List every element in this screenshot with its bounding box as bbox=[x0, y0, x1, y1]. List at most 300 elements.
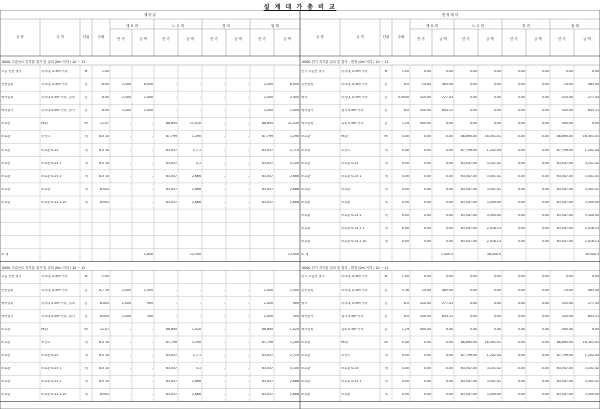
table-cell: 400.00 bbox=[419, 327, 431, 331]
table-cell: 0.00 bbox=[541, 288, 549, 292]
table-cell: 보호관 bbox=[1, 122, 11, 126]
table-cell: 고압 전선 철거 bbox=[1, 69, 22, 73]
table-cell: 1.00 bbox=[401, 69, 409, 73]
table-cell: - bbox=[247, 122, 249, 126]
table-cell: 개 bbox=[384, 148, 388, 152]
table-cell: 483.00 bbox=[587, 288, 599, 292]
table-cell: 보호관 bbox=[301, 135, 311, 139]
table-cell: 643.11 bbox=[441, 314, 453, 318]
table-cell: M bbox=[384, 275, 388, 279]
table-cell: 보호관 bbox=[1, 367, 11, 371]
table-cell: 개 bbox=[384, 240, 388, 244]
table-cell: - bbox=[151, 174, 153, 178]
table-cell: 88,895 bbox=[261, 327, 273, 331]
table-cell: - bbox=[223, 122, 225, 126]
table-cell: - bbox=[151, 393, 153, 397]
table-cell: 0.00 bbox=[445, 354, 453, 358]
table-cell: 88,895.00 bbox=[556, 340, 573, 344]
table-cell: 63,047 bbox=[165, 148, 177, 152]
table-cell: 본 bbox=[384, 288, 388, 292]
table-cell: 0.00 bbox=[591, 275, 599, 279]
table-cell: 0.00 bbox=[469, 83, 477, 87]
table-cell: 520.00 bbox=[419, 109, 431, 113]
table-cell: 0.00 bbox=[493, 301, 501, 305]
table-cell: 63,047.00 bbox=[460, 240, 477, 244]
table-cell: 3,500.00 bbox=[584, 200, 599, 204]
table-cell: 본 bbox=[84, 109, 88, 113]
table-cell: 0.00 bbox=[469, 122, 477, 126]
section-band-label: 0000 전기 지지물 설치 및 철거 - 변경 (0m 이하 / 10 ~ 12 bbox=[302, 60, 389, 64]
table-cell: 0.00 bbox=[493, 96, 501, 100]
table-cell: - bbox=[129, 354, 131, 358]
table-cell: 63,047 bbox=[165, 161, 177, 165]
table-cell: 보호관 bbox=[301, 174, 311, 178]
table-cell: 보호관 bbox=[301, 367, 311, 371]
table-cell: 16,301.01 bbox=[582, 135, 599, 139]
table-cell: 0.0050 bbox=[397, 96, 409, 100]
table-cell: - bbox=[223, 288, 225, 292]
table-cell: - bbox=[247, 200, 249, 204]
table-cell: - bbox=[129, 393, 131, 397]
table-cell: 88,895 bbox=[165, 327, 177, 331]
table-cell: 보호관 bbox=[301, 148, 311, 152]
table-cell: 전기 고압선 철거 bbox=[301, 69, 325, 73]
table-cell: 0.00 bbox=[401, 187, 409, 191]
table-cell: 12.07 bbox=[99, 327, 109, 331]
table-cell: 2,000 bbox=[263, 314, 273, 318]
table-cell: PE관 bbox=[41, 327, 49, 331]
table-cell: 보호관 bbox=[301, 393, 311, 397]
table-cell: 0.00 bbox=[541, 214, 549, 218]
table-cell: 보호관 bbox=[301, 227, 311, 231]
table-cell: 3,500.00 bbox=[584, 393, 599, 397]
table-cell: 0.00 bbox=[541, 301, 549, 305]
column-subheader: 단 가 bbox=[258, 37, 266, 41]
table-cell: 지지대, 0.5m 이하 bbox=[341, 69, 368, 73]
table-cell: 63,047.00 bbox=[460, 187, 477, 191]
table-cell: 조인트 bbox=[41, 135, 51, 139]
table-cell: 1.29 bbox=[401, 327, 409, 331]
table-cell: 보호관 bbox=[301, 354, 311, 358]
table-cell: 2,666 bbox=[191, 174, 201, 178]
table-cell: 0.00 bbox=[423, 148, 431, 152]
table-cell: 8.002 bbox=[99, 187, 109, 191]
table-cell: 2,000 bbox=[121, 288, 131, 292]
table-cell: 483.00 bbox=[441, 83, 453, 87]
table-cell: 0.00 bbox=[423, 69, 431, 73]
table-cell: 0.00 bbox=[517, 174, 525, 178]
table-cell: 본 bbox=[84, 314, 88, 318]
table-cell: 2,400 bbox=[143, 96, 153, 100]
table-cell: 본 bbox=[84, 288, 88, 292]
table-cell: - bbox=[247, 354, 249, 358]
table-cell: 애자 bbox=[301, 96, 308, 100]
table-cell: 0.00 bbox=[541, 122, 549, 126]
table-cell: 0.00 bbox=[517, 69, 525, 73]
table-cell: 0.00 bbox=[445, 200, 453, 204]
table-cell: 보호관 bbox=[1, 393, 11, 397]
table-cell: 개 bbox=[84, 174, 88, 178]
table-cell: 520.00 bbox=[561, 109, 573, 113]
table-cell: 2,000 bbox=[121, 314, 131, 318]
table-cell: 애자설치 bbox=[301, 327, 314, 331]
table-cell: 지지대 0.5m 이하, 철거 bbox=[41, 314, 75, 318]
table-cell: - bbox=[199, 301, 201, 305]
column-header: 경 비 bbox=[522, 24, 530, 28]
table-cell: - bbox=[151, 187, 153, 191]
table-cell: 0.00 bbox=[517, 227, 525, 231]
table-cell: 0.00 bbox=[401, 161, 409, 165]
table-cell: 63,047.00 bbox=[460, 227, 477, 231]
table-cell: 2,000 bbox=[263, 288, 273, 292]
table-cell: 0.00 bbox=[423, 227, 431, 231]
table-cell: 보호관 bbox=[301, 161, 311, 165]
table-cell: 애자설치 bbox=[1, 96, 14, 100]
table-cell: 0.00 bbox=[541, 69, 549, 73]
table-cell: 643.11 bbox=[587, 314, 599, 318]
table-cell: 보호관 bbox=[301, 380, 311, 384]
table-cell: - bbox=[247, 109, 249, 113]
table-cell: 0.00 bbox=[541, 109, 549, 113]
table-cell: - bbox=[151, 135, 153, 139]
table-cell: 0.00 bbox=[541, 227, 549, 231]
table-cell: 0.00 bbox=[541, 340, 549, 344]
table-cell: 300 bbox=[292, 314, 299, 318]
section-band-label: 0000 고압선로 지지물 철거 및 설치 (0m 이하 / 10 ~ 12 bbox=[2, 265, 86, 270]
table-cell: 87,799.00 bbox=[556, 148, 573, 152]
table-cell: 설치 0.5m 이하 bbox=[341, 327, 364, 331]
table-cell: 보호관 0.25 1 bbox=[41, 367, 62, 371]
table-cell: 0.00 bbox=[445, 393, 453, 397]
table-cell: 88,895 bbox=[261, 122, 273, 126]
table-cell: 2,666 bbox=[289, 380, 299, 384]
table-cell: 9.00 bbox=[591, 327, 599, 331]
table-cell: 0.00 bbox=[517, 327, 525, 331]
table-cell: 1,202.04 bbox=[486, 354, 501, 358]
table-cell: 0.00 bbox=[423, 161, 431, 165]
table-cell: 0.00 bbox=[541, 367, 549, 371]
table-cell: 0.00 bbox=[541, 314, 549, 318]
table-cell: - bbox=[199, 96, 201, 100]
table-cell: 3,101.42 bbox=[486, 367, 501, 371]
table-cell: 지지대, 0.5m 이하 bbox=[341, 83, 368, 87]
table-cell: 개 bbox=[384, 174, 388, 178]
table-cell: - bbox=[223, 340, 225, 344]
table-cell: 63,047 bbox=[261, 380, 273, 384]
table-cell: 2,666 bbox=[289, 393, 299, 397]
table-cell: 보호관 bbox=[1, 354, 11, 358]
table-cell: 지지대, 0.5m 이하 bbox=[341, 96, 368, 100]
table-cell: - bbox=[151, 354, 153, 358]
table-cell: 87,799 bbox=[261, 340, 273, 344]
table-cell: 8.0 bbox=[403, 301, 409, 305]
column-subheader: 단 가 bbox=[162, 37, 170, 41]
table-cell: - bbox=[223, 354, 225, 358]
table-cell: 16,301.01 bbox=[484, 340, 501, 344]
table-cell: 8.0 10 bbox=[98, 380, 109, 384]
table-cell: 1.00 bbox=[401, 275, 409, 279]
table-cell: 1,020 bbox=[191, 327, 201, 331]
table-cell: 1,290 bbox=[289, 135, 299, 139]
table-cell: 63,047.00 bbox=[460, 214, 477, 218]
table-cell: 900 bbox=[292, 301, 299, 305]
document-title: 설 계 대 가 총 비 교 bbox=[263, 4, 337, 11]
table-cell: 2,666 bbox=[191, 380, 201, 384]
table-cell: 보호관 0.25 2 20 bbox=[41, 200, 67, 204]
table-cell: 0.00 bbox=[401, 148, 409, 152]
table-cell: 1,020 bbox=[289, 327, 299, 331]
table-cell: 0.00 bbox=[517, 161, 525, 165]
table-cell: 520.00 bbox=[419, 96, 431, 100]
table-cell: 0.00 bbox=[517, 301, 525, 305]
column-header: 단위 bbox=[82, 35, 90, 39]
table-cell: 0.00 bbox=[517, 393, 525, 397]
table-cell: 8.0 bbox=[403, 314, 409, 318]
table-cell: - bbox=[129, 161, 131, 165]
table-cell: 1.29 bbox=[401, 122, 409, 126]
table-cell: 애자철거 bbox=[301, 109, 314, 113]
table-cell: 0.00 bbox=[541, 135, 549, 139]
table-cell: 5,100 bbox=[289, 367, 299, 371]
table-cell: - bbox=[247, 96, 249, 100]
table-cell: 0.00 bbox=[401, 200, 409, 204]
column-header: 공 종 bbox=[16, 35, 24, 39]
table-cell: 0.00 bbox=[541, 148, 549, 152]
table-cell: 보호관 0.25 2 20 bbox=[341, 240, 367, 244]
table-cell: 0.00 bbox=[445, 275, 453, 279]
table-cell: 0.00 bbox=[517, 109, 525, 113]
table-cell: 지지대 0.5m 이하, 설치 bbox=[41, 301, 75, 305]
table-cell: 1,500 bbox=[289, 288, 299, 292]
table-cell: 3,501.41 bbox=[486, 174, 501, 178]
table-cell: 0.00 bbox=[469, 275, 477, 279]
table-cell: 277.43 bbox=[441, 96, 453, 100]
table-cell: 16,301.01 bbox=[582, 340, 599, 344]
table-cell: - bbox=[151, 200, 153, 204]
column-subheader: 단 가 bbox=[210, 37, 218, 41]
table-cell: 0.00 bbox=[445, 148, 453, 152]
table-cell: 87,799.00 bbox=[460, 354, 477, 358]
table-cell: 보호관 bbox=[301, 240, 311, 244]
table-cell: 본 bbox=[384, 96, 388, 100]
table-cell: - bbox=[223, 301, 225, 305]
table-cell: 16,301.01 bbox=[484, 135, 501, 139]
table-cell: 보호관 bbox=[1, 187, 11, 191]
section-band-label: 0000 전기 지지물 설치 및 철거 - 변경 (0m 이하 / 10 ~ 12 bbox=[302, 265, 389, 270]
column-subheader: 금 액 bbox=[439, 37, 447, 41]
table-cell: 0.00 bbox=[517, 187, 525, 191]
table-cell: - bbox=[247, 174, 249, 178]
table-cell: 8.002 bbox=[99, 393, 109, 397]
table-cell: 0.00 bbox=[517, 135, 525, 139]
table-cell: 8.0 10 bbox=[98, 161, 109, 165]
column-subheader: 금 액 bbox=[534, 37, 542, 41]
table-cell: 애자설치 bbox=[301, 122, 314, 126]
table-cell: 조인트 bbox=[341, 354, 351, 358]
table-cell: 0.00 bbox=[401, 354, 409, 358]
section-band-label: 0000 고압선로 지지물 철거 및 설치 (0m 이하 / 10 ~ 12 bbox=[2, 60, 86, 64]
table-cell: 520.00 bbox=[561, 96, 573, 100]
column-header: 합 계 bbox=[571, 24, 579, 28]
table-cell: 63,047 bbox=[261, 187, 273, 191]
table-cell: 보호관 bbox=[341, 187, 351, 191]
right-group-title: 변 경 계 약 bbox=[441, 13, 459, 17]
table-cell: 0.00 bbox=[541, 200, 549, 204]
table-cell: M bbox=[84, 69, 88, 73]
table-cell: - bbox=[223, 148, 225, 152]
table-cell: 보호관 bbox=[41, 187, 51, 191]
table-cell: 0.00 bbox=[517, 380, 525, 384]
table-cell: 조인트 bbox=[341, 148, 351, 152]
table-cell: 1,290 bbox=[191, 135, 201, 139]
table-cell: 0.00 bbox=[493, 122, 501, 126]
table-cell: 보호관 bbox=[301, 200, 311, 204]
table-cell: - bbox=[223, 109, 225, 113]
table-cell: 0.00 bbox=[423, 393, 431, 397]
table-cell: 개 bbox=[384, 187, 388, 191]
table-cell: 8.005 bbox=[99, 314, 109, 318]
column-subheader: 금 액 bbox=[283, 37, 291, 41]
column-header: 재 료 비 bbox=[426, 24, 438, 28]
table-cell: M bbox=[84, 275, 88, 279]
table-cell: 0.00 bbox=[469, 314, 477, 318]
table-cell: 1,290 bbox=[289, 340, 299, 344]
table-cell: 87,799 bbox=[165, 340, 177, 344]
table-cell: 8,7 10 bbox=[98, 288, 109, 292]
table-cell: - bbox=[223, 200, 225, 204]
table-cell: 본 bbox=[84, 83, 88, 87]
table-cell: - bbox=[247, 187, 249, 191]
table-cell: 1,202.04 bbox=[486, 148, 501, 152]
table-cell: 보호관 bbox=[1, 327, 11, 331]
table-cell: 본 bbox=[84, 301, 88, 305]
table-cell: 1,290 bbox=[191, 340, 201, 344]
table-cell: 개 bbox=[384, 393, 388, 397]
table-cell: - bbox=[223, 135, 225, 139]
table-cell: 2,500 bbox=[121, 96, 131, 100]
table-cell: 조인트 bbox=[41, 340, 51, 344]
table-cell: 63,047.00 bbox=[556, 214, 573, 218]
table-cell: 38,000.0 bbox=[486, 253, 501, 257]
table-cell: 본 bbox=[384, 83, 388, 87]
table-cell: - bbox=[175, 83, 177, 87]
column-header: 규 격 bbox=[356, 35, 364, 39]
column-subheader: 금 액 bbox=[139, 37, 147, 41]
table-cell: 63,047 bbox=[165, 380, 177, 384]
table-cell: 1,000.3 bbox=[440, 253, 453, 257]
table-cell: 0.00 bbox=[517, 367, 525, 371]
table-cell: 지지대, 0.5m 이하 bbox=[341, 275, 368, 279]
table-cell: 보호관 0.25 bbox=[341, 367, 359, 371]
table-cell: 보호관 0.25 2 bbox=[41, 380, 62, 384]
table-cell: - bbox=[223, 367, 225, 371]
table-cell: 0.00 bbox=[541, 275, 549, 279]
table-cell: 2,666 bbox=[289, 200, 299, 204]
table-cell: 3,501.41 bbox=[486, 380, 501, 384]
table-cell: - bbox=[129, 148, 131, 152]
column-subheader: 단 가 bbox=[558, 37, 566, 41]
table-cell: 300 bbox=[146, 314, 153, 318]
table-cell: 본 bbox=[384, 301, 388, 305]
table-cell: 0.00 bbox=[541, 174, 549, 178]
table-cell: 12,200 bbox=[189, 253, 201, 257]
table-cell: 보호관 bbox=[301, 214, 311, 218]
table-cell: 0.00 bbox=[541, 83, 549, 87]
table-cell: 8.00 bbox=[101, 109, 109, 113]
table-cell: 전선설치 bbox=[1, 288, 14, 292]
table-cell: 3,101.42 bbox=[584, 161, 599, 165]
table-cell: 철거 0.5m 이하 bbox=[341, 109, 364, 113]
table-cell: 5,1 bbox=[195, 367, 201, 371]
table-cell: 보호관 bbox=[341, 200, 351, 204]
table-cell: 0.00 bbox=[423, 340, 431, 344]
table-cell: 63,047 bbox=[261, 354, 273, 358]
table-cell: 63,047.00 bbox=[460, 161, 477, 165]
table-cell: - bbox=[175, 314, 177, 318]
table-cell: 지지대, 0.5m 이하 bbox=[41, 83, 68, 87]
table-cell: 0.00 bbox=[565, 275, 573, 279]
table-cell: 0.00 bbox=[493, 69, 501, 73]
table-cell: - bbox=[247, 380, 249, 384]
table-cell: 보호관 0.25 2 20 bbox=[41, 393, 67, 397]
table-cell: 63,047 bbox=[165, 200, 177, 204]
table-cell: 개 bbox=[384, 367, 388, 371]
table-cell: 11,520 bbox=[189, 122, 201, 126]
column-header: 수량 bbox=[97, 35, 105, 39]
column-subheader: 금 액 bbox=[234, 37, 242, 41]
table-cell: 520.00 bbox=[419, 301, 431, 305]
table-cell: - bbox=[151, 122, 153, 126]
table-cell: - bbox=[129, 135, 131, 139]
table-cell: 0.00 bbox=[541, 96, 549, 100]
table-cell: 0.00 bbox=[565, 69, 573, 73]
table-cell: 3,500.00 bbox=[486, 214, 501, 218]
table-cell: 13,000 bbox=[287, 253, 299, 257]
table-cell: 보호관 0.25 1 bbox=[41, 161, 62, 165]
table-cell: 0.00 bbox=[469, 69, 477, 73]
table-cell: 소 계 bbox=[301, 253, 309, 257]
comparison-table bbox=[0, 10, 600, 409]
table-cell: 0.00 bbox=[423, 240, 431, 244]
table-cell: PE관 bbox=[341, 135, 349, 139]
table-cell: 개 bbox=[384, 200, 388, 204]
table-cell: 0.00 bbox=[517, 354, 525, 358]
table-cell: 0.00 bbox=[445, 214, 453, 218]
table-cell: 520.00 bbox=[561, 301, 573, 305]
table-cell: 0.00 bbox=[517, 288, 525, 292]
table-cell: 1,800 bbox=[143, 253, 153, 257]
table-cell: 개 bbox=[84, 187, 88, 191]
table-cell: 63,047.00 bbox=[556, 161, 573, 165]
column-header: 경 비 bbox=[222, 24, 230, 28]
table-cell: - bbox=[129, 367, 131, 371]
table-cell: 14.00 bbox=[563, 288, 573, 292]
table-cell: 2,000 bbox=[289, 109, 299, 113]
table-cell: - bbox=[151, 367, 153, 371]
table-cell: 3,500.00 bbox=[486, 200, 501, 204]
table-cell: 63,047.00 bbox=[460, 380, 477, 384]
table-cell: 63,047.00 bbox=[556, 393, 573, 397]
table-cell: 3,101.42 bbox=[486, 161, 501, 165]
table-cell: 2,000 bbox=[121, 301, 131, 305]
table-cell: 보호관 bbox=[1, 200, 11, 204]
table-cell: 63,047 bbox=[261, 393, 273, 397]
table-cell: 0.00 bbox=[445, 227, 453, 231]
table-cell: 3,501.41 bbox=[584, 174, 599, 178]
table-cell: 지지대 0.5m 이하, 설치 bbox=[41, 96, 75, 100]
table-cell: 지지대, 0.5m 이하 bbox=[41, 69, 68, 73]
table-cell: 본 bbox=[384, 122, 388, 126]
